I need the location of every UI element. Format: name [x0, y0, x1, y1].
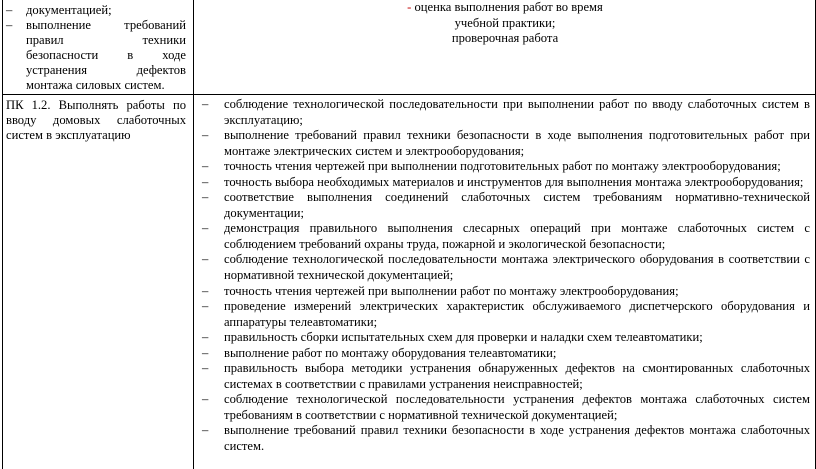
criterion-item — [200, 346, 810, 362]
criterion-text: выполнение требований правил техники безопасности в ходе устранения дефектов монтажа слаботочных систем. — [224, 423, 810, 454]
criterion-item — [200, 159, 810, 175]
criterion-item — [200, 299, 810, 330]
dash-bullet: – — [202, 159, 209, 174]
criterion-item — [200, 190, 810, 221]
criterion-item — [200, 97, 810, 128]
competence-line: систем в эксплуатацию — [6, 128, 131, 142]
word: правил — [26, 33, 64, 47]
criterion-item — [200, 284, 810, 300]
criterion-text: соблюдение технологической последовательности устранения дефектов монтажа слаботочных систем требованиям в соответствии с нормативной технической документацией; — [224, 392, 810, 422]
competence-line: ПК 1.2. Выполнять работы по — [6, 98, 186, 112]
word: ходе — [162, 48, 186, 62]
word: устранения — [26, 63, 88, 77]
dash-bullet: – — [202, 97, 209, 111]
criterion-text: правильность выбора методики устранения обнаруженных дефектов на смонтированных слаботочных системах в соответствии с правилами устранения неисправностей; — [224, 361, 810, 391]
assessment-line: проверочная работа — [451, 31, 559, 45]
dash-bullet: – — [202, 345, 209, 360]
list-item — [6, 18, 186, 93]
assessment-line — [200, 0, 810, 16]
dash-bullet: – — [202, 330, 209, 345]
dash-bullet: – — [202, 128, 209, 143]
criterion-item — [200, 361, 810, 392]
dash-bullet: – — [202, 221, 209, 236]
word: техники — [142, 33, 186, 47]
word: безопасности — [26, 48, 99, 62]
criterion-text: точность выбора необходимых материалов и инструментов для выполнения монтажа электрооборудования; — [224, 174, 804, 189]
assessment-line: учебной практики; — [454, 15, 556, 30]
dash-bullet: – — [202, 361, 209, 376]
competence-line: вводу домовых слаботочных — [6, 113, 186, 127]
criterion-item — [200, 330, 810, 346]
dash-bullet: – — [6, 18, 13, 32]
word: выполнение — [26, 18, 91, 32]
assessment-text: оценка выполнения работ во время — [414, 0, 603, 14]
dash-bullet: – — [202, 252, 209, 267]
criterion-item — [200, 221, 810, 252]
list-item-text — [26, 18, 186, 93]
column-divider — [193, 0, 194, 469]
top-left-cell — [6, 3, 186, 93]
word: дефектов — [136, 63, 186, 77]
list-item-text: документацией; — [26, 3, 112, 17]
word: требований — [124, 18, 186, 32]
criterion-text: выполнение работ по монтажу оборудования телеавтоматики; — [224, 345, 557, 360]
dash-bullet: – — [202, 299, 209, 314]
dash-bullet: – — [202, 283, 209, 298]
competence-code-cell — [6, 98, 186, 143]
criterion-item — [200, 128, 810, 159]
criterion-text: выполнение требований правил техники безопасности в ходе выполнения подготовительных работ при монтаже электрических систем и электрооборудования; — [224, 128, 810, 158]
word: в — [127, 48, 134, 62]
criterion-text: соблюдение технологической последовательности при выполнении работ по вводу слаботочных систем в эксплуатацию; — [224, 97, 810, 127]
criterion-text: точность чтения чертежей при выполнении подготовительных работ по монтажу электрооборудования; — [224, 159, 781, 174]
criterion-text: соблюдение технологической последовательности монтажа электрического оборудования в соответствии с нормативной технической документацией; — [224, 252, 810, 283]
dash-bullet: – — [202, 174, 209, 189]
criterion-text: демонстрация правильного выполнения слесарных операций при монтаже слаботочных систем с соблюдением требований охраны труда, пожарной и экологической безопасности; — [224, 221, 810, 251]
dash-bullet: - — [407, 0, 415, 14]
criterion-item — [200, 423, 810, 454]
dash-bullet: – — [202, 423, 209, 438]
dash-bullet: – — [6, 3, 13, 17]
criteria-list — [200, 97, 810, 455]
criterion-text: проведение измерений электрических характеристик обслуживаемого диспетчерского оборудования и аппаратуры телеавтоматики; — [224, 299, 810, 329]
criterion-item — [200, 392, 810, 423]
table-left-border — [2, 0, 3, 469]
list-item — [6, 3, 186, 18]
dash-bullet: – — [202, 190, 209, 205]
line: монтажа силовых систем. — [26, 78, 165, 92]
criterion-text: правильность сборки испытательных схем для проверки и наладки схем телеавтоматики; — [224, 330, 703, 345]
criterion-text: соответствие выполнения соединений слаботочных систем требованиям нормативно-технической документации; — [224, 190, 810, 220]
criterion-item — [200, 252, 810, 283]
row-divider — [2, 94, 816, 95]
criterion-item — [200, 175, 810, 191]
top-right-cell — [200, 0, 810, 47]
dash-bullet: – — [202, 392, 209, 407]
criterion-text: точность чтения чертежей при выполнении работ по монтажу электрооборудования; — [224, 283, 679, 298]
